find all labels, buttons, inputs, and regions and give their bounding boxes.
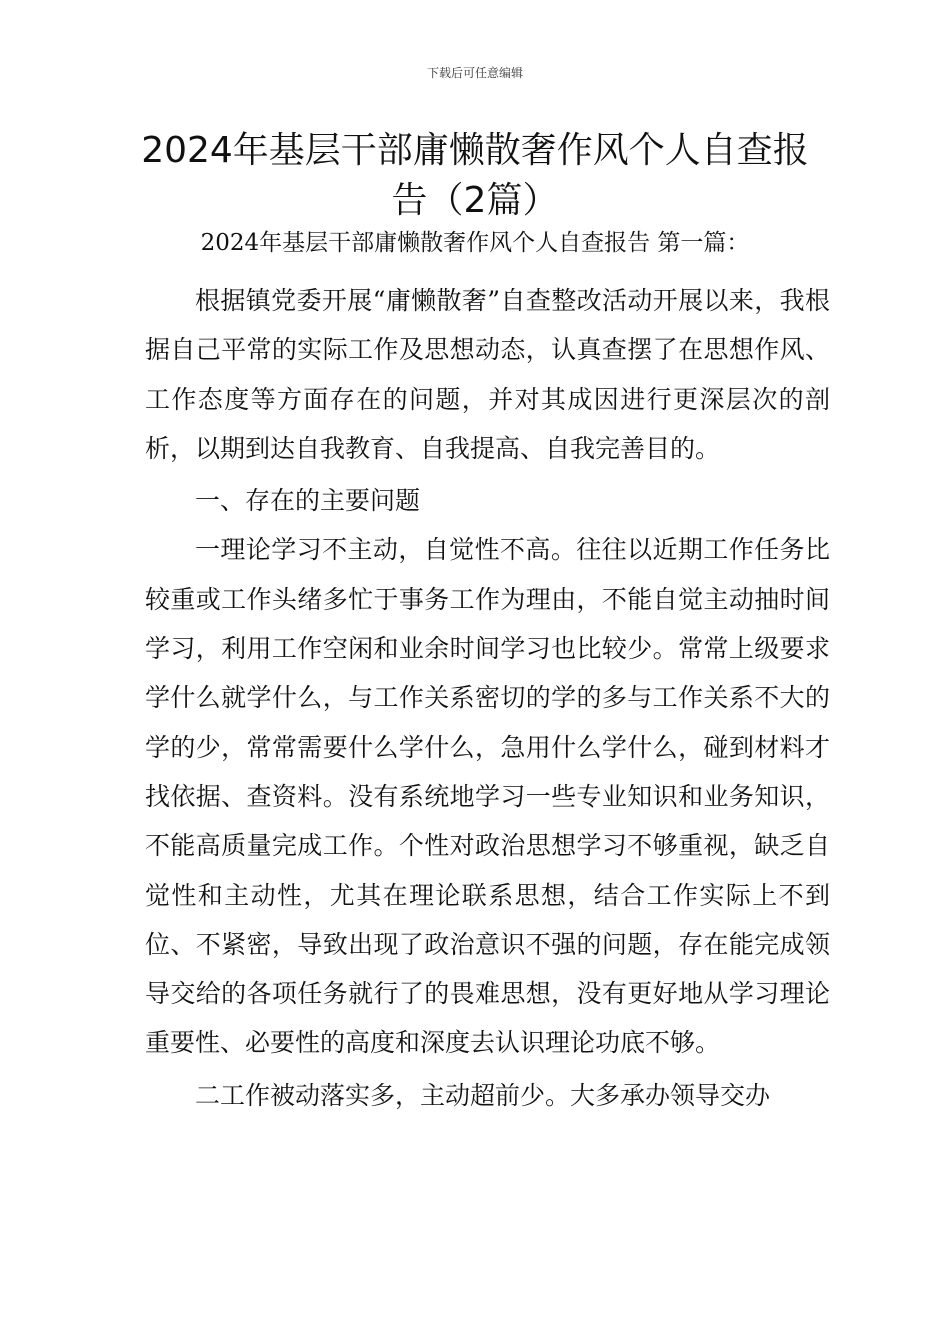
section-heading: 一、存在的主要问题 xyxy=(195,486,421,516)
paragraph-problem-2: 二工作被动落实多，主动超前少。大多承办领导交办 xyxy=(195,1080,771,1110)
document-body xyxy=(145,276,830,1120)
paragraph-intro: 根据镇党委开展“庸懒散奢”自查整改活动开展以来，我根据自己平常的实际工作及思想动态，认真查摆了在思想作风、工作态度等方面存在的问题，并对其成因进行更深层次的剖析，以期到达自我教育、自我提高、自我完善目的。 xyxy=(145,286,830,463)
document-title: 2024年基层干部庸懒散奢作风个人自查报告（2篇） xyxy=(141,130,809,221)
header-note: 下载后可任意编辑 xyxy=(426,66,523,80)
document-subtitle: 2024年基层干部庸懒散奢作风个人自查报告 第一篇： xyxy=(200,230,750,256)
paragraph-problem-1: 一理论学习不主动，自觉性不高。往往以近期工作任务比较重或工作头绪多忙于事务工作为理由，不能自觉主动抽时间学习，利用工作空闲和业余时间学习也比较少。常常上级要求学什么就学什么，与工作关系密切的学的多与工作关系不大的学的少，常常需要什么学什么，急用什么学什么，碰到材料才找依据、查资料。没有系统地学习一些专业知识和业务知识，不能高质量完成工作。个性对政治思想学习不够重视，缺乏自觉性和主动性，尤其在理论联系思想，结合工作实际上不到位、不紧密，导致出现了政治意识不强的问题，存在能完成领导交给的各项任务就行了的畏难思想，没有更好地从学习理论重要性、必要性的高度和深度去认识理论功底不够。 xyxy=(145,535,830,1058)
